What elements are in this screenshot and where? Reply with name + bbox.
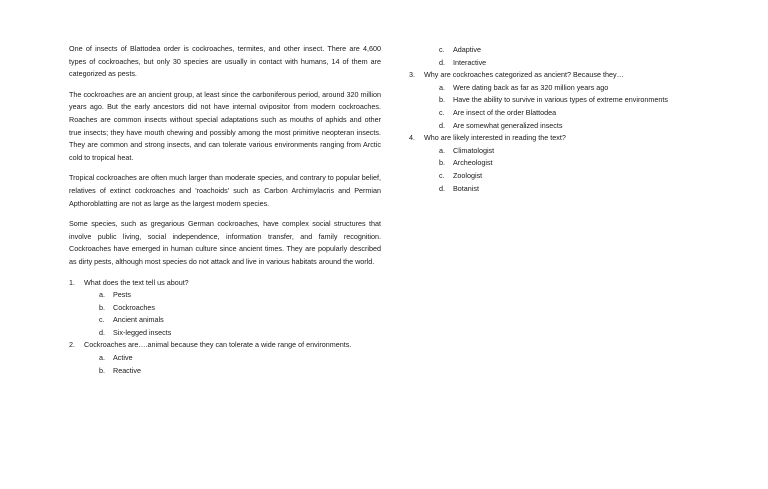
- question-text: Who are likely interested in reading the text?: [424, 133, 566, 143]
- option-item: [424, 120, 699, 133]
- paragraph-intro: One of insects of Blattodea order is cockroaches, termites, and other insect. There are 4,600 types of cockroaches, but only 30 species are usually in contact with humans, 14 of them are categorized as pests.: [69, 44, 381, 79]
- question-text: What does the text tell us about?: [84, 277, 189, 287]
- option-item: [84, 289, 381, 302]
- question-list-right: [409, 44, 699, 195]
- option-text: Interactive: [453, 57, 487, 67]
- option-item: [84, 352, 381, 365]
- option-item: [84, 314, 381, 327]
- question-number: 4.: [409, 133, 415, 143]
- option-text: Active: [113, 353, 133, 363]
- left-column: [69, 43, 381, 377]
- option-text: Six-legged insects: [113, 327, 172, 337]
- option-item: [424, 57, 699, 70]
- options-list: [84, 289, 381, 339]
- option-letter: d.: [439, 57, 445, 67]
- option-letter: d.: [439, 183, 445, 193]
- question-number: 2.: [69, 340, 75, 350]
- option-item: [424, 145, 699, 158]
- options-list: [424, 82, 699, 132]
- option-letter: a.: [439, 82, 445, 92]
- option-item: [84, 365, 381, 378]
- option-text: Adaptive: [453, 45, 481, 54]
- option-letter: c.: [439, 170, 445, 180]
- option-item: [424, 44, 699, 57]
- question-text: Cockroaches are….animal because they can tolerate a wide range of environments.: [84, 340, 352, 350]
- option-letter: b.: [439, 158, 445, 168]
- option-letter: b.: [99, 302, 105, 312]
- question-list-left: [69, 277, 381, 378]
- question-2: [69, 339, 381, 377]
- option-letter: c.: [439, 45, 445, 54]
- option-item: [424, 170, 699, 183]
- option-letter: d.: [439, 120, 445, 130]
- option-text: Zoologist: [453, 170, 483, 180]
- option-text: Cockroaches: [113, 302, 155, 312]
- question-4: [409, 132, 699, 195]
- option-letter: a.: [99, 290, 105, 300]
- option-item: [424, 107, 699, 120]
- option-text: Reactive: [113, 365, 141, 375]
- options-list: [424, 44, 699, 69]
- option-letter: a.: [99, 353, 105, 363]
- question-number: 1.: [69, 277, 75, 287]
- option-item: [424, 183, 699, 196]
- paragraph-history: The cockroaches are an ancient group, at least since the carboniferous period, around 320 million years ago. But the early ancestors did not have internal ovipositor from modern cockroaches. Roaches are common insects without special adaptations such as mouths of aphids and other true insects; they have mouth chewing and possibly among the most primitive neopteran insects. They are common and strong insects, and can tolerate various environments ranging from Arctic cold to tropical heat.: [69, 89, 381, 162]
- question-2-continued: [409, 44, 699, 69]
- question-1: [69, 277, 381, 340]
- option-text: Have the ability to survive in various types of extreme environments: [453, 95, 668, 105]
- option-letter: d.: [99, 327, 105, 337]
- right-column: [409, 44, 699, 195]
- option-letter: b.: [439, 95, 445, 105]
- option-text: Botanist: [453, 183, 479, 193]
- option-item: [424, 82, 699, 95]
- question-3: [409, 69, 699, 132]
- option-text: Ancient animals: [113, 315, 164, 325]
- option-text: Archeologist: [453, 158, 493, 168]
- option-item: [424, 157, 699, 170]
- option-letter: c.: [99, 315, 105, 325]
- paragraph-social: Some species, such as gregarious German cockroaches, have complex social structures that involve public living, social independence, information transfer, and family recognition. Cockroaches have emerged in human culture since ancient times. They are popularly described as dirty pests, although most species do not attack and live in various habitats around the world.: [69, 219, 381, 266]
- option-letter: a.: [439, 145, 445, 155]
- option-item: [424, 94, 699, 107]
- option-text: Climatologist: [453, 145, 495, 155]
- paragraph-tropical: Tropical cockroaches are often much larger than moderate species, and contrary to popular belief, relatives of extinct cockroaches and 'roachoids' such as Carbon Archimylacris and Permian Apthoroblatting are not as large as the largest modern species.: [69, 173, 381, 208]
- option-text: Were dating back as far as 320 million years ago: [453, 82, 609, 92]
- question-number: 3.: [409, 70, 415, 80]
- options-list: [424, 145, 699, 195]
- option-text: Are insect of the order Blattodea: [453, 107, 557, 117]
- option-text: Pests: [113, 290, 131, 300]
- option-text: Are somewhat generalized insects: [453, 120, 563, 130]
- option-letter: c.: [439, 107, 445, 117]
- option-item: [84, 327, 381, 340]
- options-list: [84, 352, 381, 377]
- question-text: Why are cockroaches categorized as ancient? Because they…: [424, 70, 624, 80]
- option-letter: b.: [99, 365, 105, 375]
- option-item: [84, 302, 381, 315]
